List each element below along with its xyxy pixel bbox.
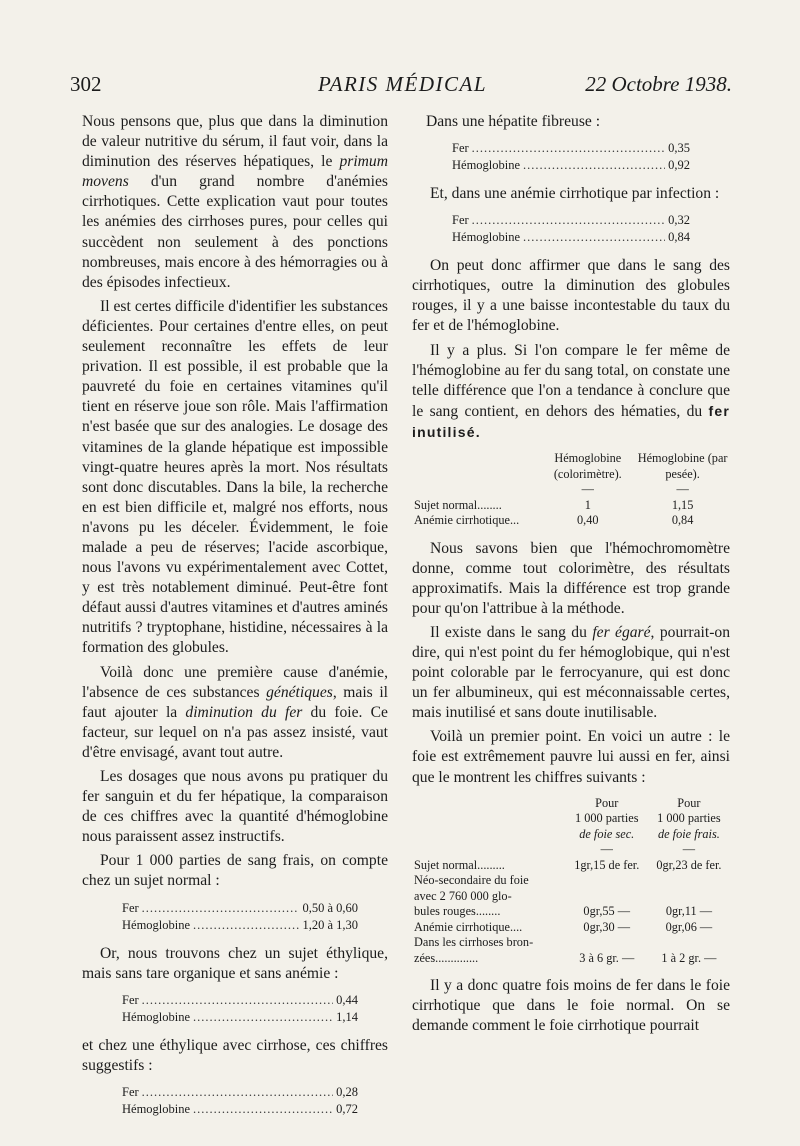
paragraph: Nous pensons que, plus que dans la diminution de valeur nutritive du sérum, il faut voir, dans la diminution des réserves hépatiques, le primum movens d'un grand nombre d'anémies cirrhotiques. Cette explication vaut pour toutes les anémies des cirrhoses pures, pour celles qui succèdent non seulement à des ponctions nombreuses, mais encore à des hémorragies ou à des épisodes infectieux.	[82, 113, 388, 291]
table-row: Néo-secondaire du foie	[414, 873, 529, 888]
paragraph: Les dosages que nous avons pu pratiquer du fer sanguin et du fer hépatique, la comparaison de ces chiffres avec la quantité d'hémoglobine nous paraissent assez instructifs.	[82, 768, 388, 846]
list-item: Fer ..... 0,50 à 0,60	[122, 900, 358, 917]
paragraph: Il y a donc quatre fois moins de fer dans le foie cirrhotique que dans le foie normal. On se demande comment le foie cirrhotique pourrait	[412, 977, 730, 1035]
list-item: Fer ..... 0,35	[452, 140, 690, 157]
paragraph: Dans une hépatite fibreuse :	[426, 113, 601, 130]
list-item: Fer ..... 0,28	[122, 1084, 358, 1101]
table-row: Anémie cirrhotique.... 0gr,30 — 0gr,06 —	[414, 919, 713, 934]
list-item: Hémoglobine ..... 1,20 à 1,30	[122, 917, 358, 934]
liver-iron-table: Pour 1 000 parties de foie sec. Pour 1 000 parties de foie frais. — — Sujet normal......... 1gr,15 de fer. 0gr,23 de fer. Néo-secondaire du foie avec 2 760 000 glo- bules rouges........ 0gr,55 — 0gr,11 — Anémie cirrhotique.... 0gr,30 — 0gr,06 — Dans les cirrhoses bron- zées.............. 3 à 6 gr. — 1 à 2 gr. —	[414, 796, 730, 967]
paragraph: Pour 1 000 parties de sang frais, on compte chez un sujet normal :	[82, 852, 388, 890]
table-row: zées.............. 3 à 6 gr. — 1 à 2 gr. —	[414, 950, 717, 965]
list-item: Hémoglobine ..... 0,72	[122, 1101, 358, 1118]
page-header	[70, 72, 732, 106]
list-item: Fer ..... 0,44	[122, 992, 358, 1009]
paragraph: Et, dans une anémie cirrhotique par infection :	[430, 185, 720, 203]
table-row: Anémie cirrhotique... 0,40 0,84	[414, 513, 694, 528]
paragraph: Il y a plus. Si l'on compare le fer même de l'hémoglobine au fer du sang total, on constate une telle différence que l'on a tendance à conclure que le sang contient, en dehors des hématies, du fer inutilisé.	[412, 341, 731, 440]
list-item: Fer ..... 0,32	[452, 212, 690, 229]
table-header: Pour 1 000 parties de foie frais.	[657, 795, 721, 841]
list-item: Hémoglobine ..... 0,84	[452, 229, 690, 246]
paragraph: Or, nous trouvons chez un sujet éthylique, mais sans tare organique et sans anémie :	[82, 944, 388, 982]
left-column	[82, 112, 388, 1128]
issue-date: 22 Octobre 1938.	[585, 72, 732, 96]
table-row: Sujet normal......... 1gr,15 de fer. 0gr,23 de fer.	[414, 857, 722, 872]
table-header: Pour 1 000 parties de foie sec.	[574, 795, 639, 841]
hemoglobin-table: Hémoglobine (colorimètre). Hémoglobine (par pesée). — — Sujet normal........ 1 1,15 Anémie cirrhotique... 0,40 0,84	[414, 451, 730, 529]
value-list	[82, 1084, 388, 1118]
table-row: avec 2 760 000 glo-	[414, 888, 512, 903]
table-row: Dans les cirrhoses bron-	[414, 935, 534, 950]
paragraph: Voilà donc une première cause d'anémie, l'absence de ces substances génétiques, mais il faut ajouter la diminution du fer du foie. Ce facteur, sur lequel on n'a pas assez insisté, vaut d'être envisagé, avant tout autre.	[82, 663, 388, 761]
right-column	[412, 112, 730, 1040]
value-list	[82, 992, 388, 1026]
table-row: Sujet normal........ 1 1,15	[414, 497, 694, 512]
paragraph: et chez une éthylique avec cirrhose, ces chiffres suggestifs :	[82, 1036, 388, 1074]
page-number: 302	[70, 72, 102, 96]
paragraph: Nous savons bien que l'hémochromomètre donne, comme tout colorimètre, des résultats approximatifs. Mais la différence est trop grande pour qu'on l'attribue à la méthode.	[412, 539, 730, 617]
journal-title: PARIS MÉDICAL	[318, 72, 488, 96]
paragraph: On peut donc affirmer que dans le sang des cirrhotiques, outre la diminution des globules rouges, il y a une baisse incontestable du taux du fer et de l'hémoglobine.	[412, 257, 730, 335]
value-list	[82, 900, 388, 934]
list-item: Hémoglobine ..... 1,14	[122, 1009, 358, 1026]
paragraph: Voilà un premier point. En voici un autre : le foie est extrêmement pauvre lui aussi en fer, ainsi que le montrent les chiffres suivants :	[412, 728, 730, 786]
table-header: Hémoglobine (colorimètre).	[553, 451, 622, 481]
paragraph: Il existe dans le sang du fer égaré, pourrait-on dire, qui n'est point du fer hémoglobique, qui n'est point colorable par le ferrocyanure, qui est donc un fer albumineux, qui est méconnaissable certes, mais inutilisé et sans doute inutilisable.	[412, 623, 730, 722]
table-header: Hémoglobine (par pesée).	[637, 451, 728, 481]
value-list	[412, 212, 730, 246]
paragraph: Il est certes difficile d'identifier les substances déficientes. Pour certaines d'entre elles, on peut seulement reconnaître les effets de leur privation. Il est possible, il est probable que la pauvreté du foie en certaines vitamines qu'il tient en réserve joue son rôle. Mais l'affirmation n'est basée que sur des analogies. Le dosage des vitamines de la glande hépatique est impossible vingt-quatre heures après la mort. Nos résultats sont donc discutables. Dans la bile, la recherche en est bien difficile et, malgré nos efforts, nous n'avons pu les déceler. Évidemment, le foie malade a peu de réserves; l'acide ascorbique, nous l'avons vu expérimentalement avec Cottet, y est très notablement diminué. Peut-être font défaut aussi d'autres vitamines et d'autres aminés nutritifs ? tryptophane, histidine, nécessaires à la formation des globules.	[82, 297, 388, 657]
table-row: bules rouges........ 0gr,55 — 0gr,11 —	[414, 904, 712, 919]
list-item: Hémoglobine ..... 0,92	[452, 157, 690, 174]
value-list	[412, 140, 730, 174]
